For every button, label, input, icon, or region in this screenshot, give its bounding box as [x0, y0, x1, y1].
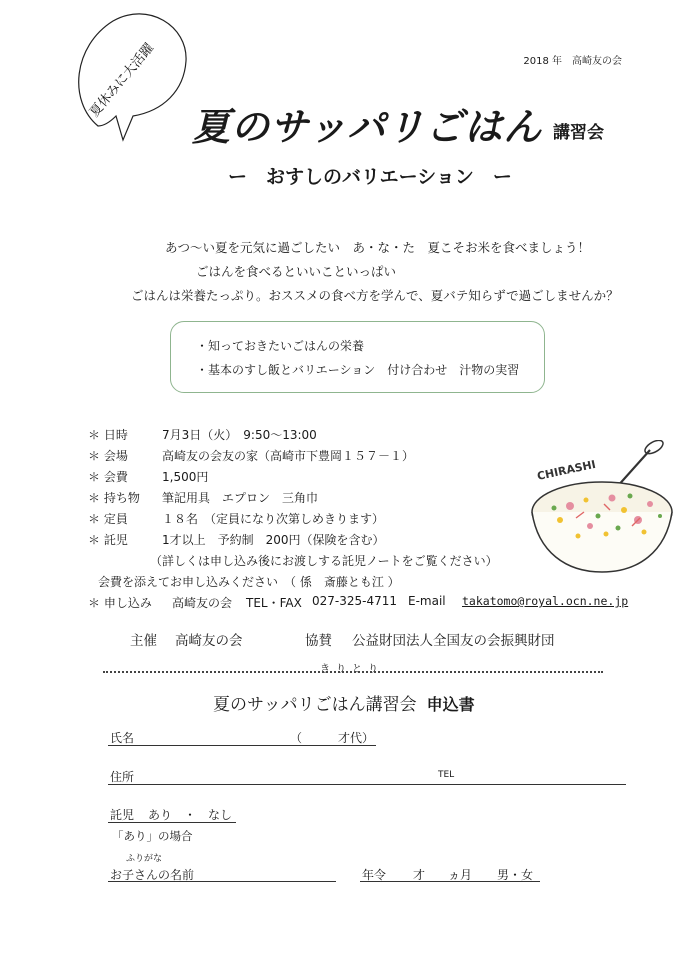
age-years: 才 [413, 868, 426, 882]
form-title-text: 夏のサッパリごはん講習会 [213, 695, 417, 715]
bowl-label: CHIRASHI [535, 457, 597, 483]
name-line[interactable] [108, 745, 376, 746]
childcare-line [108, 822, 236, 823]
tel-label: TEL [438, 770, 455, 780]
detail-label-capacity: ＊ 定員 [88, 512, 128, 526]
apply-telfax-label: TEL・FAX [246, 596, 302, 610]
host-label: 主催 [130, 633, 157, 649]
topic-item: ・知っておきたいごはんの栄養 [196, 339, 365, 353]
page-title: 夏のサッパリごはん [192, 105, 543, 149]
age-months: ヵ月 [448, 868, 473, 882]
year-organizer: 2018 年 高崎友の会 [523, 56, 622, 67]
apply-telfax: 027-325-4711 [312, 594, 398, 608]
detail-value-capacity: １８名 （定員になり次第しめきります） [162, 512, 385, 526]
chirashi-bowl-illustration [520, 440, 680, 580]
child-name-label: お子さんの名前 [110, 868, 195, 882]
cut-line [103, 671, 603, 673]
apply-label: ＊ 申し込み [88, 596, 152, 610]
detail-value-items: 筆記用具 エプロン 三角巾 [162, 491, 319, 505]
age-line [360, 881, 540, 882]
detail-label-items: ＊ 持ち物 [88, 491, 140, 505]
subtitle: ー おすしのバリエーション ー [228, 166, 512, 188]
intro-line-2: ごはんを食べるといいこといっぱい [196, 264, 397, 279]
detail-label-date: ＊ 日時 [88, 428, 128, 442]
childcare-label: 託児 [110, 808, 135, 822]
child-name-line[interactable] [108, 881, 336, 882]
form-title-bold: 申込書 [426, 695, 475, 714]
address-label: 住所 [110, 770, 135, 784]
payment-note: 会費を添えてお申し込みください （ 係 斎藤とも江 ） [98, 575, 400, 589]
ari-case-label: 「あり」の場合 [112, 829, 193, 843]
topic-item: ・基本のすし飯とバリエーション 付け合わせ 汁物の実習 [196, 363, 520, 377]
childcare-options[interactable]: あり ・ なし [148, 808, 233, 822]
gender-options[interactable]: 男・女 [497, 868, 534, 882]
bubble-text: 夏休みに大活躍 [87, 40, 158, 121]
detail-label-venue: ＊ 会場 [88, 449, 128, 463]
host-name: 高崎友の会 [175, 633, 243, 649]
form-title [213, 690, 475, 715]
furigana-label: ふりがな [126, 854, 163, 864]
detail-label-fee: ＊ 会費 [88, 470, 128, 484]
age-label: 年令 [362, 868, 387, 882]
cut-label: きりとり [320, 664, 384, 675]
support-label: 協賛 [305, 633, 332, 649]
detail-value-venue: 高崎友の会友の家（高崎市下豊岡１５７－１） [162, 449, 415, 463]
intro-line-1: あつ～い夏を元気に過ごしたい あ・な・た 夏こそお米を食べましょう！ [165, 240, 591, 255]
detail-label-childcare: ＊ 託児 [88, 533, 128, 547]
apply-email[interactable]: takatomo@royal.ocn.ne.jp [462, 594, 629, 608]
detail-value-fee: 1,500円 [162, 470, 209, 484]
name-label: 氏名 [110, 731, 135, 745]
detail-value-childcare: 1才以上 予約制 200円（保険を含む） [162, 533, 385, 547]
childcare-note: （詳しくは申し込み後にお渡しする託児ノートをご覧ください） [150, 554, 498, 568]
apply-org: 高崎友の会 [172, 596, 233, 610]
detail-value-date: 7月3日（火） 9:50～13:00 [162, 428, 317, 442]
address-line[interactable] [108, 784, 626, 785]
title-suffix: 講習会 [553, 123, 604, 143]
apply-email-label: E-mail [408, 594, 446, 608]
topics-box [170, 321, 545, 393]
age-field: （ 才代） [290, 731, 375, 745]
support-name: 公益財団法人全国友の会振興財団 [352, 633, 555, 649]
intro-line-3: ごはんは栄養たっぷり。おススメの食べ方を学んで、夏バテ知らずで過ごしませんか？ [131, 288, 619, 303]
